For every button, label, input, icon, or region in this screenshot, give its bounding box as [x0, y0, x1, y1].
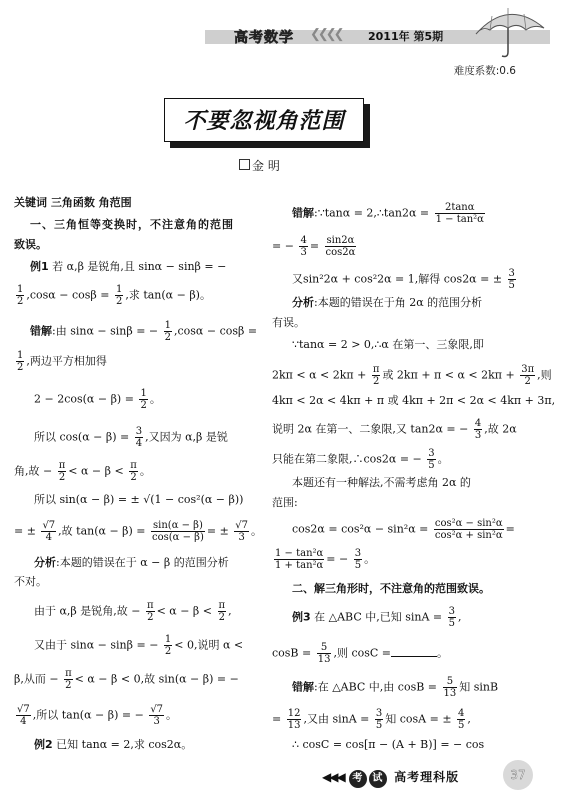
- text: cos2α = cos²α − sin²α =: [292, 522, 429, 536]
- frac-sin-cos: [151, 520, 205, 543]
- author-name: 金 明: [252, 159, 280, 173]
- num: 1: [115, 284, 123, 295]
- text: ,则 cosC =: [333, 646, 392, 660]
- frac-4-3: [299, 235, 307, 258]
- text: ,又因为 α,β 是锐: [145, 430, 228, 444]
- example1-line2: [14, 284, 211, 307]
- r-line3: [292, 268, 518, 291]
- den: 2: [17, 362, 24, 373]
- frac-sqrt7-3: [234, 520, 249, 543]
- text: < α − β < 0,故 sin(α − β) = −: [74, 672, 239, 686]
- text: =: [272, 712, 282, 726]
- text: 所以 cos(α − β) =: [34, 430, 130, 444]
- den: 2: [218, 612, 225, 623]
- den: 4: [135, 438, 143, 449]
- num: cos²α − sin²α: [434, 518, 503, 529]
- num: 1: [17, 284, 24, 295]
- section1-heading-cont: 致误。: [14, 238, 47, 251]
- text: ,两边平方相加得: [26, 354, 107, 368]
- text: 或 2kπ + π < α < 2kπ +: [382, 368, 515, 382]
- frac-pi-2: [64, 668, 73, 691]
- r-line7: [272, 364, 552, 387]
- r-line17: [292, 676, 498, 699]
- article-title: 不要忽视角范围: [183, 109, 345, 134]
- text: β,从而 −: [14, 672, 59, 686]
- answer-blank: [391, 656, 437, 657]
- den: cos²α + sin²α: [434, 530, 503, 541]
- num: 1 − tan²α: [275, 548, 324, 559]
- frac-cos-sin: [434, 518, 504, 541]
- text: 。: [166, 708, 178, 722]
- frac-3-5: [448, 606, 456, 629]
- line7: 所以 sin(α − β) = ± √(1 − cos²(α − β)): [34, 493, 244, 506]
- den: 5: [354, 560, 362, 571]
- umbrella-icon: [468, 4, 548, 60]
- text: ,所以 tan(α − β) = −: [32, 708, 144, 722]
- num: 1: [164, 634, 172, 645]
- example3-line: [292, 606, 462, 629]
- num: √7: [42, 520, 56, 531]
- text: =: [505, 522, 515, 536]
- den: cos2α: [325, 247, 356, 258]
- text: :本题的错误在于角 2α 的范围分析: [314, 296, 483, 309]
- den: 2: [372, 376, 380, 387]
- frac-3-5: [375, 708, 383, 731]
- text: = ±: [206, 524, 229, 538]
- frac-tan-tan: [274, 548, 324, 571]
- num: 3: [375, 708, 383, 719]
- den: 5: [428, 460, 435, 471]
- num: π: [372, 364, 380, 375]
- r-line5: 有误。: [272, 316, 305, 329]
- r-line18: [272, 708, 471, 731]
- frac-3-4: [135, 426, 143, 449]
- line13: [14, 704, 177, 727]
- text: ,cosα − cosβ =: [174, 324, 258, 338]
- num: 4: [474, 418, 482, 429]
- text: ,cosα − cosβ =: [26, 288, 110, 302]
- frac-sin-cos: [325, 235, 357, 258]
- text: = −: [326, 552, 349, 566]
- den: cos(α − β): [152, 532, 204, 543]
- den: 3: [153, 716, 160, 727]
- num: 3π: [521, 364, 535, 375]
- text: < α − β <: [156, 604, 213, 618]
- frac-12-13: [287, 708, 302, 731]
- frac-sqrt7-4: [16, 704, 31, 727]
- page-footer: [322, 768, 459, 788]
- text: cosB =: [272, 646, 312, 660]
- num: 3: [428, 448, 435, 459]
- author-line: [239, 157, 280, 174]
- frac-5-13: [317, 642, 332, 665]
- line4: [34, 388, 161, 411]
- text: 2 − 2cos(α − β) =: [34, 392, 134, 406]
- frac-1-2: [164, 634, 172, 657]
- section2-heading: 二、解三角形时，不注意角的范围致误。: [292, 582, 490, 595]
- den: 2: [164, 646, 172, 657]
- num: 5: [317, 642, 332, 654]
- den: 5: [375, 720, 383, 731]
- footer-arrows-icon: ◀◀◀: [322, 770, 344, 784]
- text: 。: [437, 646, 449, 660]
- line5: [34, 426, 228, 449]
- text: 知 cosA = ±: [385, 712, 452, 726]
- num: 4: [458, 708, 465, 719]
- den: 2: [130, 472, 137, 483]
- frac-1-2: [164, 320, 172, 343]
- frac-3-5: [508, 268, 516, 291]
- keywords-line: [14, 196, 132, 210]
- text: ,故 tan(α − β) =: [58, 524, 146, 538]
- footer-badges: [349, 770, 389, 784]
- r-line14: [272, 548, 375, 571]
- den: 2: [140, 400, 147, 411]
- wrong-label: 错解: [292, 680, 314, 694]
- frac-3-5: [427, 448, 435, 471]
- page-number: 37: [503, 760, 533, 790]
- num: 3: [448, 606, 456, 617]
- wrong-label: 错解: [30, 324, 52, 338]
- wrong-label: 错解: [292, 206, 314, 220]
- r-line13: [292, 518, 515, 541]
- num: 3: [354, 548, 362, 559]
- den: 3: [238, 532, 245, 543]
- den: 2: [524, 376, 531, 387]
- footer-title: 高考理科版: [394, 770, 460, 784]
- text: ,则: [537, 368, 552, 382]
- r-analysis: [292, 296, 482, 310]
- num: √7: [150, 704, 164, 715]
- text: 知 sinB: [459, 680, 499, 694]
- keywords: 关键词 三角函数 角范围: [14, 196, 132, 209]
- text: :本题的错误在于 α − β 的范围分析: [56, 556, 229, 569]
- r-line10: [272, 448, 449, 471]
- analysis-line: [34, 556, 229, 570]
- line11: [34, 634, 243, 657]
- frac-1-2: [139, 388, 147, 411]
- text: ,又由 sinA =: [303, 712, 370, 726]
- text: 已知 tanα = 2,求 cos2α。: [52, 738, 193, 751]
- frac-3pi-2: [520, 364, 535, 387]
- num: 1: [17, 350, 24, 361]
- issue-number: 2011年 第5期: [368, 30, 444, 43]
- line8: [14, 520, 262, 543]
- r-line2: [272, 235, 358, 258]
- num: π: [58, 460, 66, 471]
- text: 。: [251, 524, 263, 538]
- r-line8: 4kπ < 2α < 4kπ + π 或 4kπ + 2π < 2α < 4kπ + 3π,: [272, 394, 556, 407]
- num: π: [218, 600, 226, 611]
- line12: [14, 668, 239, 691]
- num: 4: [300, 235, 307, 246]
- text: ,: [228, 604, 232, 618]
- r-line1: [292, 202, 487, 225]
- r-line6: ∵tanα = 2 > 0,∴α 在第一、三象限,即: [292, 338, 484, 351]
- den: 3: [300, 247, 307, 258]
- example1-text: 若 α,β 是锐角,且 sinα − sinβ = −: [48, 260, 227, 273]
- wrong-solution-line: [30, 320, 257, 343]
- text: 又由于 sinα − sinβ = −: [34, 638, 159, 652]
- text: = −: [272, 239, 294, 253]
- example2-line: [34, 738, 192, 752]
- den: 2: [58, 472, 66, 483]
- example1-line: [30, 260, 226, 274]
- frac-sqrt7-4: [41, 520, 56, 543]
- den: 13: [287, 720, 301, 731]
- example3-label: 例3: [292, 610, 311, 624]
- den: 5: [448, 618, 456, 629]
- text: ,: [467, 712, 471, 726]
- den: 2: [115, 296, 123, 307]
- text: :∵tanα = 2,∴tan2α =: [314, 206, 430, 220]
- text: ,求 tan(α − β)。: [125, 288, 211, 302]
- den: 2: [164, 332, 171, 343]
- text: 说明 2α 在第一、二象限,又 tan2α = −: [272, 422, 469, 436]
- r-line19: ∴ cosC = cos[π − (A + B)] = − cos: [292, 738, 485, 751]
- text: 。: [149, 392, 161, 406]
- frac-1-2: [16, 284, 24, 307]
- frac-1-2: [16, 350, 24, 373]
- text: 。: [139, 464, 151, 478]
- text: < 0,说明 α <: [174, 638, 244, 652]
- text: 只能在第二象限,∴cos2α = −: [272, 452, 422, 466]
- footer-badge: 考: [349, 770, 367, 788]
- den: 2: [147, 612, 154, 623]
- den: 4: [20, 716, 27, 727]
- line6: [14, 460, 151, 483]
- text: 。: [364, 552, 376, 566]
- text: 在 △ABC 中,已知 sinA =: [310, 610, 443, 624]
- frac-sqrt7-3: [149, 704, 164, 727]
- text: < α − β <: [68, 464, 124, 478]
- r-line9: [272, 418, 517, 441]
- section1-heading: 一、三角恒等变换时，不注意角的范围: [30, 218, 234, 231]
- num: π: [65, 668, 72, 679]
- frac-pi-2: [218, 600, 227, 623]
- den: 5: [458, 720, 465, 731]
- frac-5-13: [443, 676, 458, 699]
- line9: 不对。: [14, 575, 47, 588]
- text: 。: [437, 452, 449, 466]
- frac-1-2: [115, 284, 123, 307]
- num: 1: [140, 388, 147, 399]
- num: √7: [17, 704, 30, 715]
- num: π: [147, 600, 154, 611]
- num: sin2α: [326, 235, 355, 246]
- num: sin(α − β): [153, 520, 203, 531]
- example1-label: 例1: [30, 260, 49, 273]
- difficulty-label: 难度系数:0.6: [453, 65, 516, 77]
- den: 13: [443, 688, 457, 699]
- frac-pi-2: [129, 460, 138, 483]
- den: 1 + tan²α: [275, 560, 324, 571]
- frac-3-5: [354, 548, 362, 571]
- num: 1: [164, 320, 171, 331]
- r-line12: 范围:: [272, 496, 298, 509]
- num: π: [130, 460, 137, 471]
- den: 4: [45, 532, 52, 543]
- text: :由 sinα − sinβ = −: [52, 324, 159, 338]
- frac-4-5: [457, 708, 465, 731]
- text: =: [309, 239, 320, 253]
- frac-pi-2: [146, 600, 155, 623]
- frac-pi-2: [58, 460, 67, 483]
- example2-label: 例2: [34, 738, 53, 751]
- header-arrows-icon: ❮❮❮❮: [310, 27, 342, 42]
- frac-4-3: [474, 418, 482, 441]
- den: 1 − tan²α: [435, 214, 484, 225]
- text: ,故 2α: [484, 422, 517, 436]
- den: 13: [317, 654, 331, 665]
- footer-badge: 试: [369, 770, 387, 788]
- frac-pi-2: [372, 364, 381, 387]
- num: 3: [508, 268, 515, 279]
- r-line11: 本题还有一种解法,不需考虑角 2α 的: [292, 476, 471, 489]
- den: 2: [65, 680, 72, 691]
- text: 又sin²2α + cos²2α = 1,解得 cos2α = ±: [292, 272, 503, 286]
- page-header: [0, 0, 581, 60]
- den: 2: [17, 296, 24, 307]
- text: 角,故 −: [14, 464, 53, 478]
- num: 2tanα: [435, 202, 485, 214]
- text: ,: [458, 610, 462, 624]
- frac-tan: [435, 202, 485, 225]
- analysis-label: 分析: [292, 296, 314, 309]
- den: 3: [474, 430, 482, 441]
- text: 2kπ < α < 2kπ +: [272, 368, 367, 382]
- line3: [14, 350, 107, 373]
- den: 5: [508, 280, 515, 291]
- text: = ±: [14, 524, 36, 538]
- text: :在 △ABC 中,由 cosB =: [314, 680, 438, 694]
- text: 由于 α,β 是锐角,故 −: [34, 604, 141, 618]
- analysis-label: 分析: [34, 556, 56, 569]
- line10: [34, 600, 232, 623]
- num: 3: [135, 426, 143, 437]
- num: 12: [287, 708, 301, 719]
- author-box-icon: [239, 159, 250, 170]
- num: 5: [443, 676, 458, 688]
- num: √7: [235, 520, 249, 531]
- magazine-title: 高考数学: [234, 30, 294, 46]
- r-line16: [272, 642, 448, 665]
